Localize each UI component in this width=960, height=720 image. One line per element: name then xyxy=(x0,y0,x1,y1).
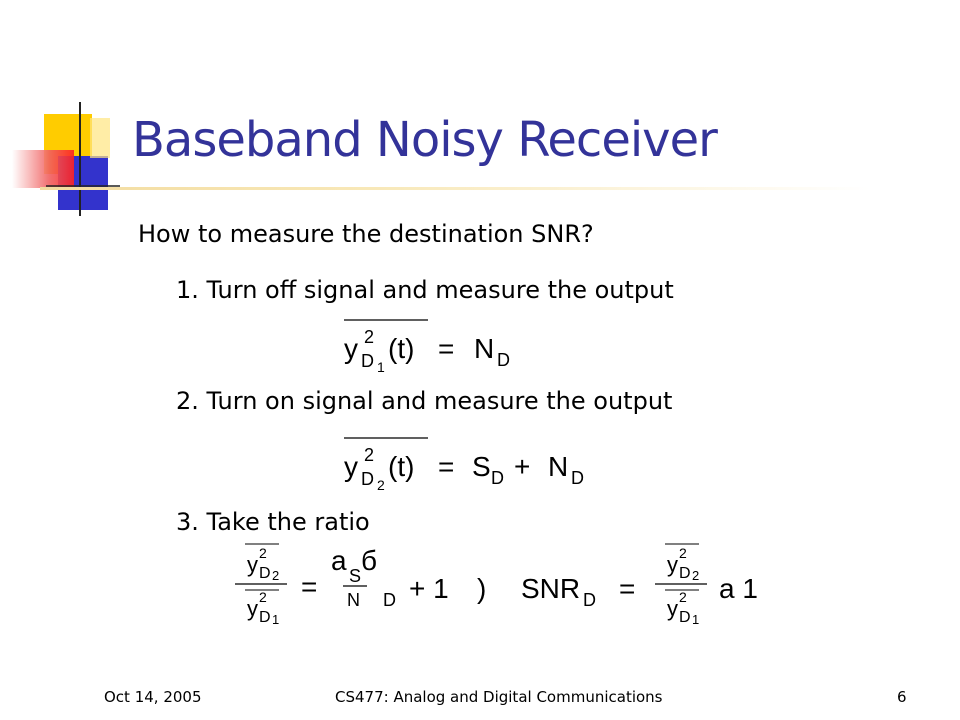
step-1-text: 1. Turn off signal and measure the output xyxy=(176,276,674,304)
eq3-paren-glyph: б xyxy=(361,545,378,576)
eq3-frac-den-sub: D xyxy=(383,590,396,610)
eq3-num-sub: D xyxy=(259,565,271,582)
eq3-frac-den: N xyxy=(347,590,360,610)
eq3-equals: = xyxy=(301,571,318,602)
eq1-rhs-sub: D xyxy=(497,350,510,370)
eq3-den2-sup: 2 xyxy=(679,589,687,605)
title-underline xyxy=(40,187,870,190)
eq3-num-index: 2 xyxy=(272,568,280,583)
eq1-arg: (t) xyxy=(388,333,415,364)
eq3-num2-index: 2 xyxy=(692,568,700,583)
eq3-snr: SNR xyxy=(521,573,581,604)
step-2-text: 2. Turn on signal and measure the output xyxy=(176,387,673,415)
eq2-plus: + xyxy=(514,451,531,482)
eq2-sub-index: 2 xyxy=(377,477,385,490)
footer-course: CS477: Analog and Digital Communications xyxy=(335,688,663,706)
question-text: How to measure the destination SNR? xyxy=(138,220,594,248)
eq3-tail: a 1 xyxy=(719,573,758,604)
slide-logo xyxy=(0,100,140,220)
slide-title: Baseband Noisy Receiver xyxy=(132,112,717,168)
eq2-sup: 2 xyxy=(364,445,375,465)
eq3-plus-one: + 1 xyxy=(409,573,449,604)
eq1-sub-index: 1 xyxy=(377,359,385,372)
eq3-num-y: y xyxy=(247,552,258,577)
eq3-frac-num: S xyxy=(349,566,362,586)
eq1-sub: D xyxy=(361,351,374,371)
eq3-den2-index: 1 xyxy=(692,612,700,627)
step-3-text: 3. Take the ratio xyxy=(176,508,370,536)
eq2-y: y xyxy=(344,451,358,482)
equation-noise-power xyxy=(330,312,550,372)
eq3-num2-sup: 2 xyxy=(679,545,687,561)
eq3-equals-2: = xyxy=(619,573,636,604)
eq2-signal: S xyxy=(472,451,491,482)
eq3-den-sup: 2 xyxy=(259,589,267,605)
equation-ratio xyxy=(225,540,785,630)
eq3-num2-sub: D xyxy=(679,565,691,582)
eq2-arg: (t) xyxy=(388,451,415,482)
eq3-close: ) xyxy=(477,573,487,604)
eq1-sup: 2 xyxy=(364,327,375,347)
eq3-den2-sub: D xyxy=(679,609,691,626)
eq2-noise: N xyxy=(548,451,569,482)
eq3-paren-top: a xyxy=(331,545,347,576)
eq3-num-sup: 2 xyxy=(259,545,267,561)
eq2-sub: D xyxy=(361,469,374,489)
eq3-den2-y: y xyxy=(667,596,678,621)
eq3-snr-sub: D xyxy=(583,590,596,610)
footer-page-number: 6 xyxy=(897,688,907,706)
eq1-rhs: N xyxy=(474,333,495,364)
eq3-den-sub: D xyxy=(259,609,271,626)
eq2-noise-sub: D xyxy=(571,468,584,488)
eq3-num2-y: y xyxy=(667,552,678,577)
footer-date: Oct 14, 2005 xyxy=(104,688,202,706)
eq2-equals: = xyxy=(438,451,455,482)
eq3-den-y: y xyxy=(247,596,258,621)
eq2-signal-sub: D xyxy=(491,468,504,488)
eq1-equals: = xyxy=(438,333,455,364)
eq1-y: y xyxy=(344,333,358,364)
equation-signal-plus-noise xyxy=(330,430,610,490)
eq3-den-index: 1 xyxy=(272,612,280,627)
